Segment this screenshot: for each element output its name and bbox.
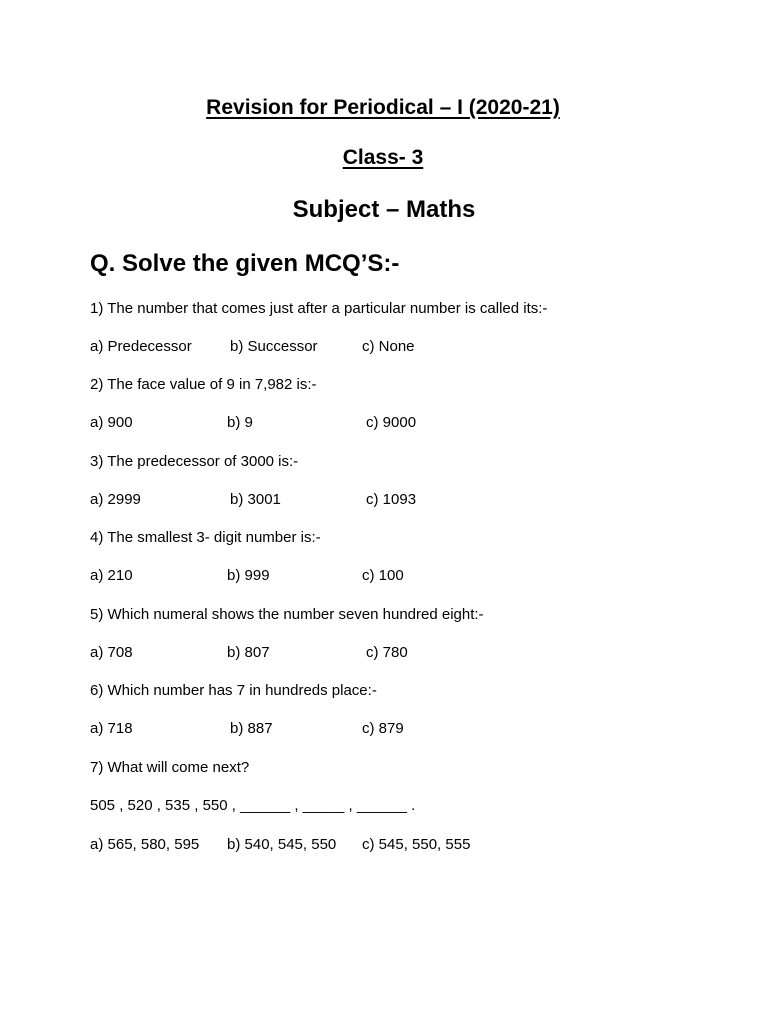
- question-text: 3) The predecessor of 3000 is:-: [90, 453, 299, 470]
- option-a: a) 900: [90, 414, 133, 431]
- option-a: a) 718: [90, 720, 133, 737]
- option-c: c) 780: [366, 644, 408, 661]
- question-text: 4) The smallest 3- digit number is:-: [90, 529, 321, 546]
- question-text: 2) The face value of 9 in 7,982 is:-: [90, 376, 317, 393]
- question-text: 5) Which numeral shows the number seven hundred eight:-: [90, 606, 484, 623]
- option-a: a) 2999: [90, 491, 141, 508]
- subject-label: Subject – Maths: [292, 196, 476, 223]
- document-title: Revision for Periodical – I (2020-21): [206, 96, 560, 119]
- question-text: 6) Which number has 7 in hundreds place:-: [90, 682, 377, 699]
- option-b: b) 887: [230, 720, 273, 737]
- option-b: b) 540, 545, 550: [227, 836, 337, 853]
- option-c: c) None: [362, 338, 415, 355]
- option-c: c) 9000: [366, 414, 417, 431]
- option-b: b) 999: [227, 567, 270, 584]
- option-c: c) 879: [362, 720, 404, 737]
- option-b: b) Successor: [230, 338, 318, 355]
- option-a: a) Predecessor: [90, 338, 192, 355]
- option-a: a) 565, 580, 595: [90, 836, 200, 853]
- option-a: a) 708: [90, 644, 133, 661]
- question-text: 1) The number that comes just after a particular number is called its:-: [90, 300, 548, 317]
- option-b: b) 3001: [230, 491, 281, 508]
- option-b: b) 807: [227, 644, 270, 661]
- option-c: c) 545, 550, 555: [362, 836, 471, 853]
- option-a: a) 210: [90, 567, 133, 584]
- number-sequence: 505 , 520 , 535 , 550 , ______ , _____ , ______ .: [90, 797, 416, 814]
- class-label: Class- 3: [342, 146, 424, 169]
- instruction-heading: Q. Solve the given MCQ’S:-: [90, 250, 400, 277]
- option-c: c) 100: [362, 567, 404, 584]
- question-text: 7) What will come next?: [90, 759, 250, 776]
- option-c: c) 1093: [366, 491, 417, 508]
- option-b: b) 9: [227, 414, 253, 431]
